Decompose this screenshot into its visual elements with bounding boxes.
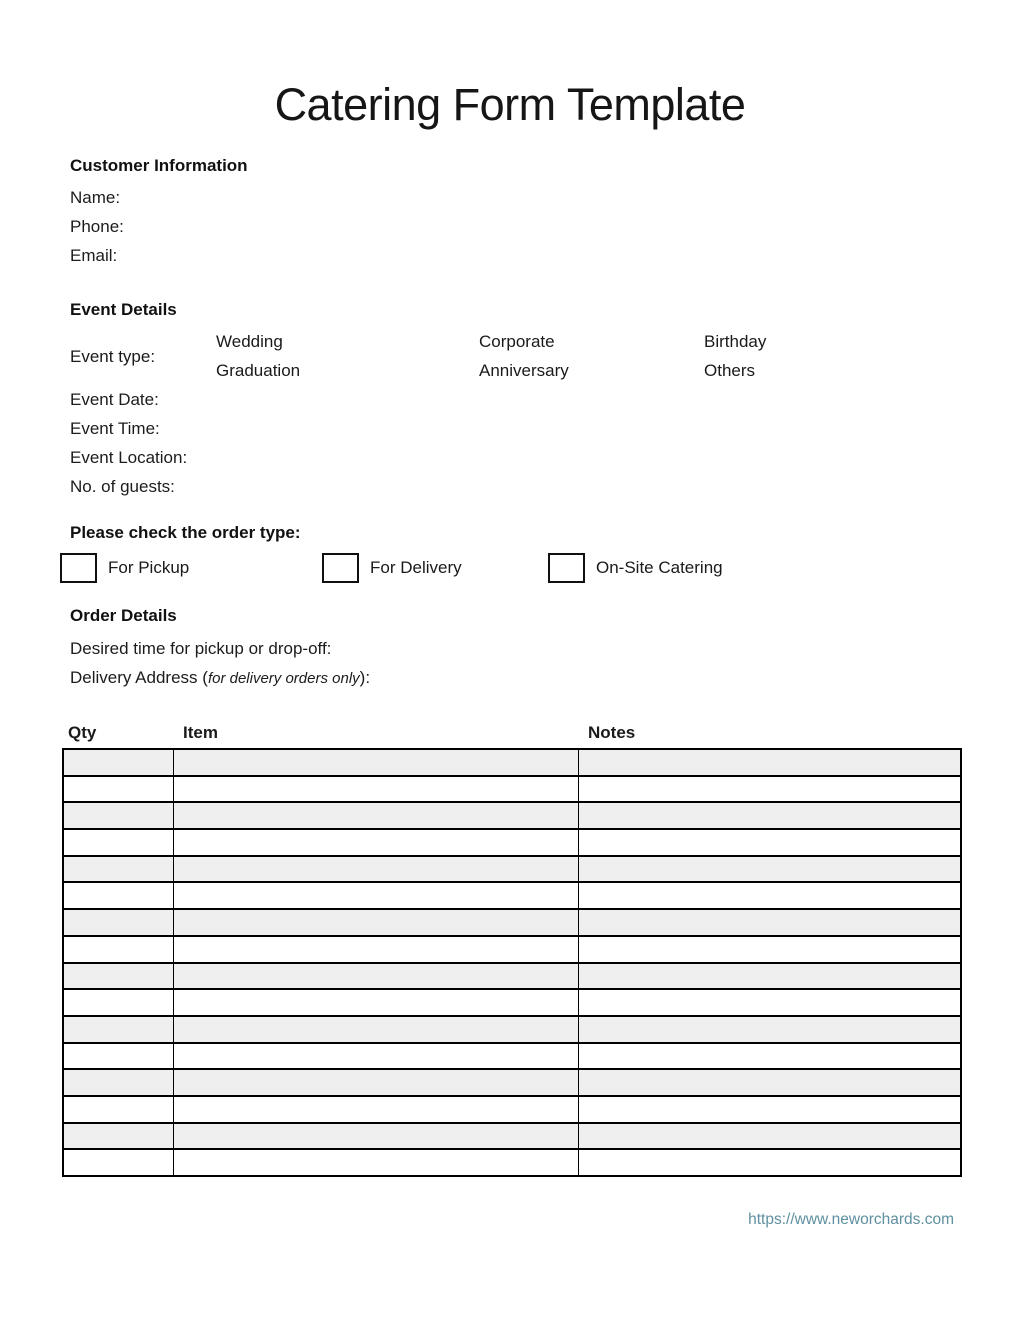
order-table-cell-qty[interactable] [63,936,173,963]
order-table-cell-qty[interactable] [63,989,173,1016]
order-table-row [63,909,961,936]
order-table-cell-notes[interactable] [578,1149,961,1176]
order-type-checkbox-row [60,553,723,583]
order-table-cell-item[interactable] [173,936,578,963]
order-table-cell-qty[interactable] [63,776,173,803]
event-type-option-birthday: Birthday [704,332,767,351]
order-table-cell-qty[interactable] [63,802,173,829]
order-table-cell-qty[interactable] [63,909,173,936]
pickup-checkbox-label: For Pickup [108,558,190,577]
order-table-cell-item[interactable] [173,1123,578,1150]
order-table-cell-item[interactable] [173,856,578,883]
order-table-row [63,882,961,909]
event-type-option-wedding: Wedding [216,332,283,351]
footer [62,1211,954,1229]
order-table-cell-notes[interactable] [578,749,961,776]
order-table-row [63,963,961,990]
order-table-cell-item[interactable] [173,749,578,776]
order-table-header-row [62,722,960,744]
order-table-cell-item[interactable] [173,989,578,1016]
order-table-cell-item[interactable] [173,1016,578,1043]
order-items-table [62,748,962,1177]
order-table-cell-qty[interactable] [63,1149,173,1176]
order-table-cell-item[interactable] [173,882,578,909]
event-location-label: Event Location: [70,448,188,467]
order-table-cell-qty[interactable] [63,829,173,856]
order-table-cell-notes[interactable] [578,856,961,883]
footer-website-link[interactable]: https://www.neworchards.com [748,1211,954,1228]
order-type-section [60,522,723,583]
order-table-cell-qty[interactable] [63,1096,173,1123]
order-table-row [63,1149,961,1176]
order-table-cell-qty[interactable] [63,1069,173,1096]
order-table-cell-notes[interactable] [578,989,961,1016]
order-table-row [63,829,961,856]
order-table-row [63,1069,961,1096]
event-type-option-others: Others [704,361,756,380]
order-table-cell-notes[interactable] [578,776,961,803]
event-details-section [70,299,904,501]
order-table-row [63,936,961,963]
order-table-cell-notes[interactable] [578,1069,961,1096]
event-type-option-corporate: Corporate [479,332,555,351]
order-table-cell-notes[interactable] [578,829,961,856]
order-table-cell-item[interactable] [173,829,578,856]
event-type-option-anniversary: Anniversary [479,361,569,380]
order-details-heading: Order Details [70,606,177,625]
order-table-row [63,1016,961,1043]
order-table-row [63,802,961,829]
delivery-address-label [70,663,370,693]
event-details-heading: Event Details [70,300,177,319]
order-table-cell-qty[interactable] [63,1123,173,1150]
order-table-cell-notes[interactable] [578,1123,961,1150]
event-type-option-graduation: Graduation [216,361,301,380]
order-table-row [63,1043,961,1070]
order-table-cell-item[interactable] [173,1149,578,1176]
onsite-option-group [548,553,723,583]
order-table-cell-notes[interactable] [578,1096,961,1123]
name-field-label: Name: [70,188,121,207]
event-date-label: Event Date: [70,390,159,409]
order-table-cell-qty[interactable] [63,749,173,776]
order-table-cell-qty[interactable] [63,1043,173,1070]
order-type-heading: Please check the order type: [70,523,301,542]
order-table-cell-notes[interactable] [578,936,961,963]
customer-information-heading: Customer Information [70,156,248,175]
order-table-row [63,1096,961,1123]
customer-information-section [70,155,248,270]
order-table-cell-item[interactable] [173,1043,578,1070]
order-table-cell-notes[interactable] [578,882,961,909]
event-time-label: Event Time: [70,419,160,438]
order-table-cell-qty[interactable] [63,856,173,883]
order-table-cell-qty[interactable] [63,1016,173,1043]
order-table-cell-notes[interactable] [578,1043,961,1070]
page-title: Catering Form Template [274,79,746,130]
order-table-row [63,1123,961,1150]
order-table-row [63,749,961,776]
order-table-cell-notes[interactable] [578,963,961,990]
order-table-row [63,856,961,883]
order-table-row [63,776,961,803]
no-of-guests-label: No. of guests: [70,477,175,496]
phone-field-label: Phone: [70,217,124,236]
order-table-body [63,749,961,1176]
order-table-cell-item[interactable] [173,802,578,829]
order-table-cell-qty[interactable] [63,882,173,909]
pickup-option-group [60,553,322,583]
event-type-label: Event type: [70,346,156,366]
order-table-cell-item[interactable] [173,909,578,936]
order-table-cell-notes[interactable] [578,802,961,829]
order-table-cell-notes[interactable] [578,1016,961,1043]
qty-column-header: Qty [68,723,97,742]
delivery-checkbox[interactable] [322,553,359,583]
order-table-cell-qty[interactable] [63,963,173,990]
order-table-row [63,989,961,1016]
event-type-options [216,327,904,385]
order-table-cell-item[interactable] [173,963,578,990]
delivery-address-suffix: ): [359,668,371,687]
order-table-cell-item[interactable] [173,776,578,803]
pickup-checkbox[interactable] [60,553,97,583]
delivery-option-group [322,553,548,583]
delivery-address-note: for delivery orders only [207,670,360,687]
desired-time-label: Desired time for pickup or drop-off: [70,639,332,658]
delivery-address-prefix: Delivery Address ( [70,668,208,687]
order-details-section [70,605,370,693]
onsite-catering-checkbox-label: On-Site Catering [596,558,723,577]
delivery-checkbox-label: For Delivery [370,558,462,577]
item-column-header: Item [183,723,218,742]
order-table-cell-item[interactable] [173,1096,578,1123]
event-type-row [70,327,904,385]
order-table-cell-item[interactable] [173,1069,578,1096]
notes-column-header: Notes [588,723,636,742]
email-field-label: Email: [70,246,118,265]
onsite-catering-checkbox[interactable] [548,553,585,583]
order-table-cell-notes[interactable] [578,909,961,936]
